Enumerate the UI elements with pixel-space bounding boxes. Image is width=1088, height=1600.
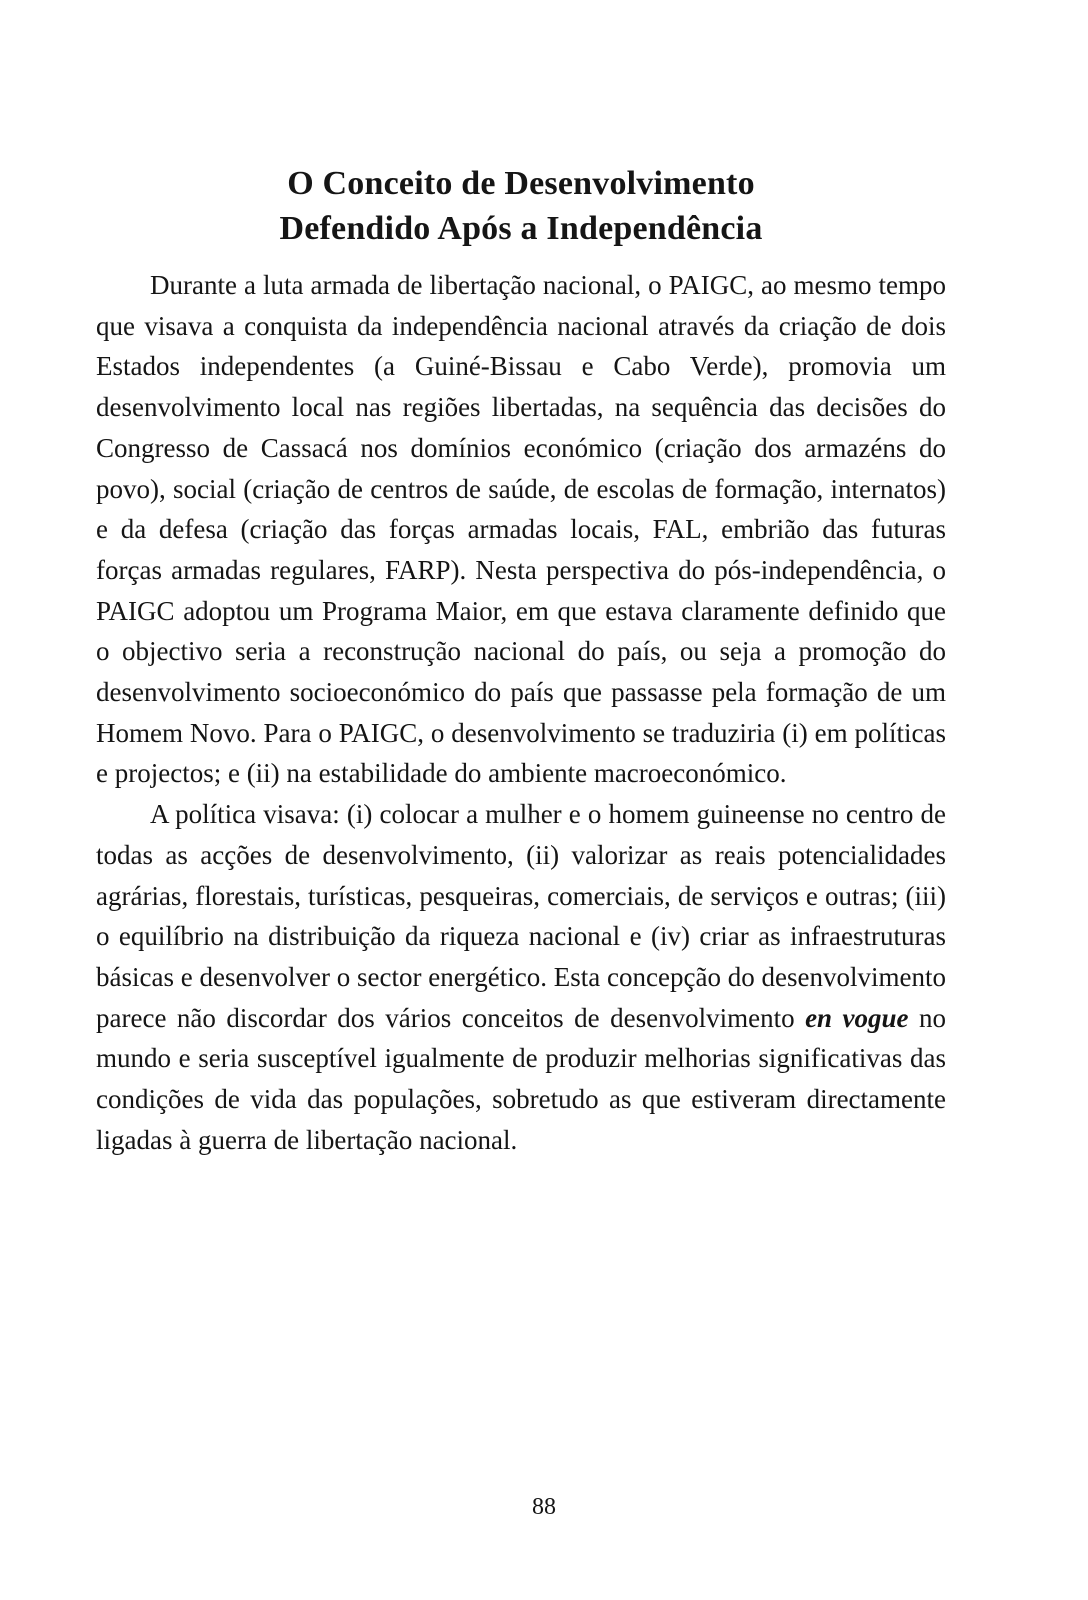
chapter-title [96,161,946,251]
paragraph-2-text-start: A política visava: (i) colocar a mulher e o homem guineense no centro de todas as acções de desenvolvimento, (ii) valorizar as reais potencialidades agrárias, florestais, turísticas, pesqueiras, comerciais, de serviços e outras; (iii) o equilíbrio na distribuição da riqueza nacional e (iv) criar as infraestruturas básicas e desenvolver o sector energético. Esta concepção do desenvolvimento parece não discordar dos vários conceitos de desenvolvimento [96,799,946,1033]
paragraph-2 [96,794,946,1160]
paragraph-1: Durante a luta armada de libertação nacional, o PAIGC, ao mesmo tempo que visava a conquista da independência nacional através da criação de dois Estados independentes (a Guiné-Bissau e Cabo Verde), promovia um desenvolvimento local nas regiões libertadas, na sequência das decisões do Congresso de Cassacá nos domínios económico (criação dos armazéns do povo), social (criação de centros de saúde, de escolas de formação, internatos) e da defesa (criação das forças armadas locais, FAL, embrião das futuras forças armadas regulares, FARP). Nesta perspectiva do pós-independência, o PAIGC adoptou um Programa Maior, em que estava claramente definido que o objectivo seria a reconstrução nacional do país, ou seja a promoção do desenvolvimento socioeconómico do país que passasse pela formação de um Homem Novo. Para o PAIGC, o desenvolvimento se traduziria (i) em políticas e projectos; e (ii) na estabilidade do ambiente macroeconómico. [96,270,946,789]
chapter-title-line-1: O Conceito de Desenvolvimento [287,164,755,202]
body-text [96,265,946,1160]
paragraph-2-text-end: no mundo e seria susceptível igualmente de produzir melhorias significativas das condições de vida das populações, sobretudo as que estiveram directamente ligadas à guerra de libertação nacional. [96,1002,947,1155]
chapter-title-line-2: Defendido Após a Independência [279,209,763,247]
page-number: 88 [532,1494,556,1520]
paragraph-2-emphasis: en vogue [805,1002,909,1033]
